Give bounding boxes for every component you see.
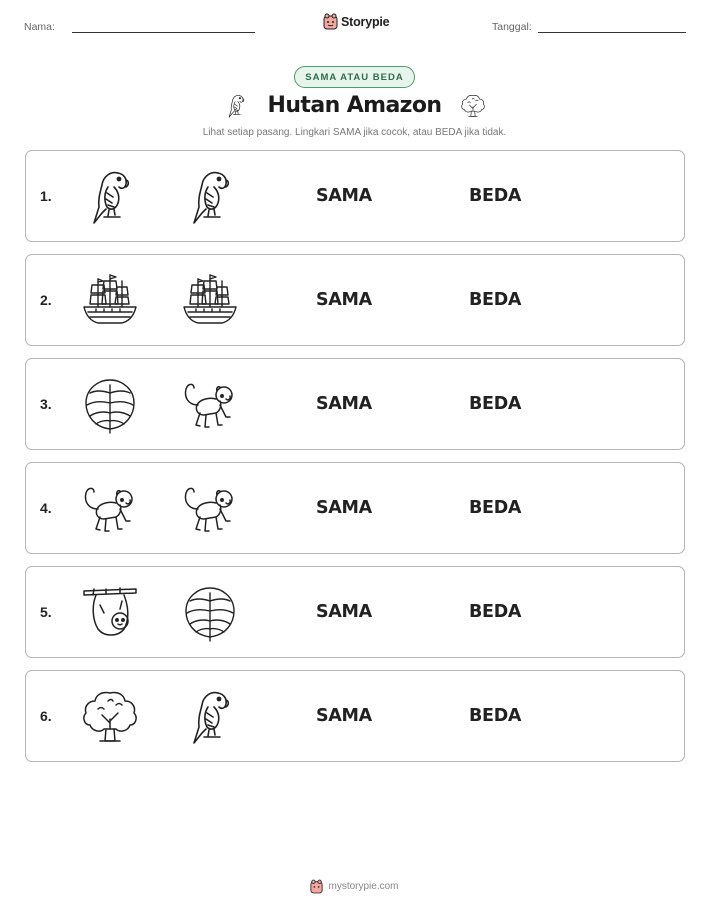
monkey-icon	[180, 375, 240, 435]
brand-logo	[323, 13, 389, 30]
title-row	[0, 90, 709, 126]
question-number: 1.	[40, 188, 52, 204]
question-number: 3.	[40, 396, 52, 412]
name-field[interactable]	[72, 32, 255, 33]
page-footer	[0, 879, 709, 894]
ship-icon	[180, 271, 240, 331]
footer-url[interactable]: mystorypie.com	[328, 881, 399, 892]
question-number: 5.	[40, 604, 52, 620]
question-number: 4.	[40, 500, 52, 516]
question-row	[25, 358, 685, 450]
question-number: 2.	[40, 292, 52, 308]
question-number: 6.	[40, 708, 52, 724]
question-row	[25, 150, 685, 242]
different-option[interactable]: BEDA	[469, 394, 522, 414]
question-row	[25, 566, 685, 658]
tree-icon	[80, 687, 140, 747]
sloth-icon	[80, 583, 140, 643]
storypie-mascot-icon	[323, 13, 338, 30]
same-option[interactable]: SAMA	[316, 498, 372, 518]
instructions: Lihat setiap pasang. Lingkari SAMA jika cocok, atau BEDA jika tidak.	[202, 127, 507, 138]
same-option[interactable]: SAMA	[316, 186, 372, 206]
activity-badge: SAMA ATAU BEDA	[294, 66, 415, 88]
page-title: Hutan Amazon	[267, 93, 442, 118]
question-row	[25, 462, 685, 554]
question-row	[25, 254, 685, 346]
parrot-icon	[180, 687, 240, 747]
same-option[interactable]: SAMA	[316, 602, 372, 622]
brand-name: Storypie	[341, 14, 390, 29]
date-field[interactable]	[538, 32, 686, 33]
monkey-icon	[80, 479, 140, 539]
storypie-mascot-icon	[310, 879, 323, 894]
different-option[interactable]: BEDA	[469, 498, 522, 518]
different-option[interactable]: BEDA	[469, 602, 522, 622]
different-option[interactable]: BEDA	[469, 706, 522, 726]
ship-icon	[80, 271, 140, 331]
name-label: Nama:	[24, 21, 55, 33]
leaf-icon	[80, 375, 140, 435]
different-option[interactable]: BEDA	[469, 290, 522, 310]
question-list	[25, 150, 685, 774]
question-row	[25, 670, 685, 762]
different-option[interactable]: BEDA	[469, 186, 522, 206]
worksheet-header	[0, 0, 709, 50]
monkey-icon	[180, 479, 240, 539]
parrot-icon	[180, 167, 240, 227]
parrot-icon	[80, 167, 140, 227]
date-label: Tanggal:	[492, 21, 532, 33]
same-option[interactable]: SAMA	[316, 394, 372, 414]
tree-icon	[460, 90, 486, 122]
same-option[interactable]: SAMA	[316, 706, 372, 726]
same-option[interactable]: SAMA	[316, 290, 372, 310]
leaf-icon	[180, 583, 240, 643]
